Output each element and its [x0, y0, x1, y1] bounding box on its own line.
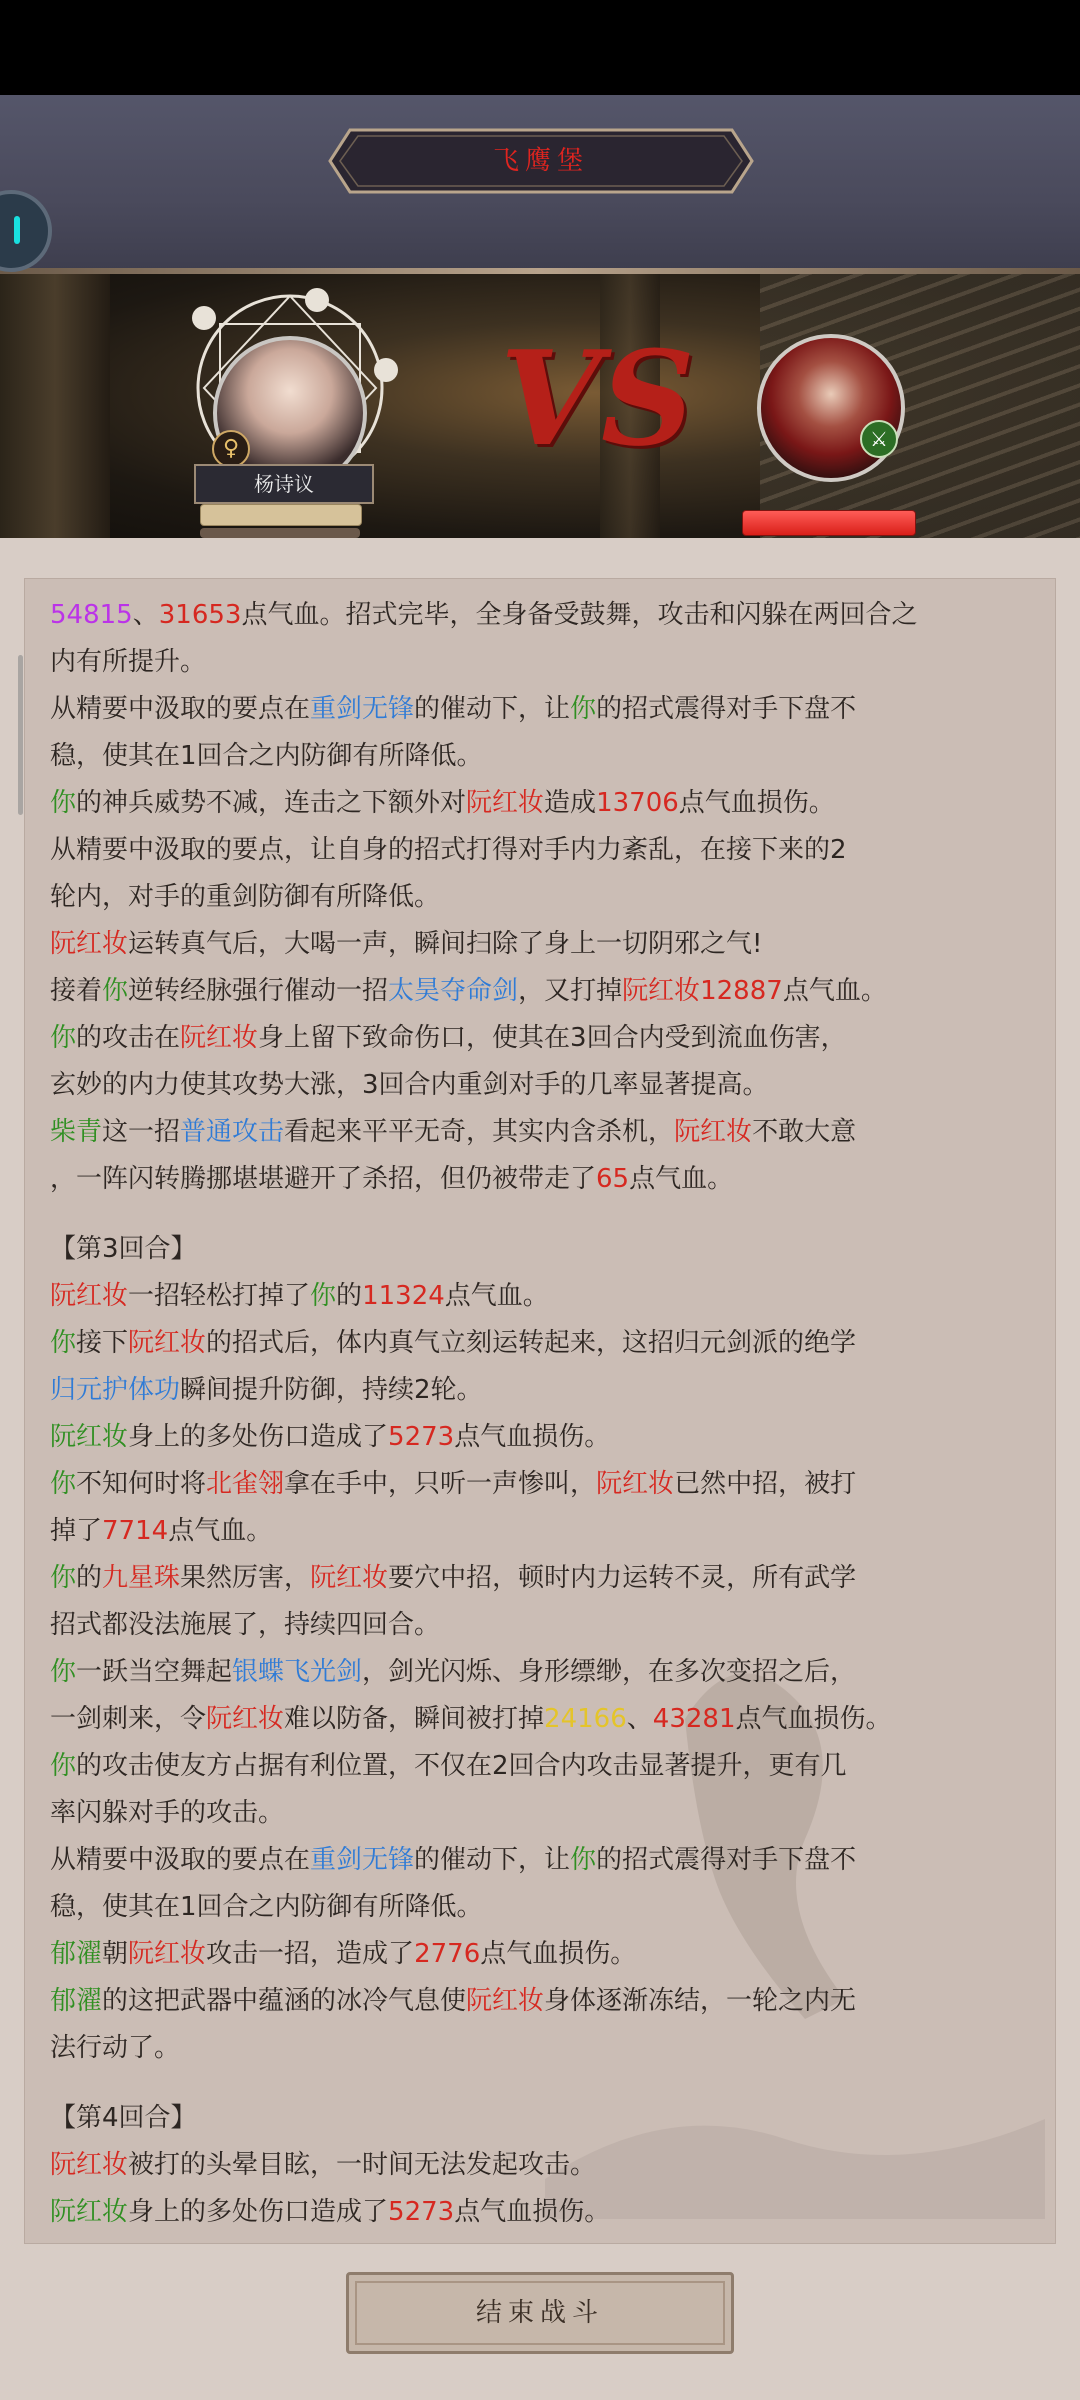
log-highlight: 太昊夺命剑	[388, 976, 519, 1006]
log-highlight: 你	[102, 976, 129, 1006]
log-text: 朝	[102, 1939, 129, 1969]
log-text: 身上的多处伤口造成了	[128, 2197, 389, 2227]
log-highlight: 阮红妆	[596, 1469, 675, 1499]
log-line	[50, 686, 1040, 733]
log-highlight: 阮红妆	[466, 788, 545, 818]
log-highlight: 阮红妆	[674, 1117, 753, 1147]
log-highlight: 阮红妆	[128, 1328, 207, 1358]
log-highlight: 你	[50, 788, 77, 818]
log-text: 这一招	[102, 1117, 181, 1147]
log-text: 从精要中汲取的要点，让自身的招式打得对手内力紊乱，在接下来的2	[50, 835, 847, 865]
log-line	[50, 1931, 1040, 1978]
log-line	[50, 921, 1040, 968]
log-text: 身体逐渐冻结，一轮之内无	[544, 1986, 857, 2016]
log-line	[50, 968, 1040, 1015]
status-bar	[0, 0, 1080, 95]
log-text: 看起来平平无奇，其实内含杀机，	[284, 1117, 675, 1147]
player-name: 杨诗议	[194, 464, 374, 504]
log-line	[50, 1461, 1040, 1508]
log-highlight: 重剑无锋	[310, 1845, 415, 1875]
log-highlight: 11324	[362, 1281, 445, 1311]
log-text: 的攻击使友方占据有利位置，不仅在2回合内攻击显著提升，更有几	[76, 1751, 847, 1781]
log-text: 攻击一招，造成了	[206, 1939, 415, 1969]
log-line	[50, 2142, 1040, 2189]
log-highlight: 13706	[596, 788, 679, 818]
log-line	[50, 1367, 1040, 1414]
log-text: 被打的头晕目眩，一时间无法发起攻击。	[128, 2150, 597, 2180]
log-highlight: 2776	[414, 1939, 481, 1969]
log-highlight: 31653	[158, 600, 242, 630]
log-text: 招式都没法施展了，持续四回合。	[50, 1610, 441, 1640]
log-highlight: 43281	[652, 1704, 736, 1734]
log-highlight: 阮红妆	[50, 2150, 129, 2180]
log-line	[50, 1696, 1040, 1743]
log-highlight: 你	[570, 694, 597, 724]
log-text: 点气血。	[782, 976, 887, 1006]
pillar	[0, 274, 110, 538]
end-battle-label: 结束战斗	[475, 2298, 604, 2328]
log-line	[50, 2095, 1040, 2142]
log-highlight: 你	[50, 1563, 77, 1593]
page-title: 飞鹰堡	[492, 146, 589, 176]
log-line	[50, 1273, 1040, 1320]
log-text: 的	[76, 1563, 103, 1593]
log-highlight: 阮红妆	[206, 1704, 285, 1734]
log-highlight: 54815	[50, 600, 133, 630]
log-line	[50, 874, 1040, 921]
log-spacer	[50, 1203, 1040, 1226]
log-line	[50, 1978, 1040, 2025]
log-text: 点气血损伤。	[678, 788, 835, 818]
log-text: ，剑光闪烁、身形缥缈，在多次变招之后，	[362, 1657, 857, 1687]
log-line	[50, 1156, 1040, 1203]
log-highlight: 普通攻击	[180, 1117, 285, 1147]
log-line	[50, 1884, 1040, 1931]
log-text: 的攻击在	[76, 1023, 181, 1053]
log-text: 法行动了。	[50, 2033, 181, 2063]
battle-log	[50, 592, 1040, 2236]
log-highlight: 阮红妆	[50, 1281, 129, 1311]
log-highlight: 阮红妆	[310, 1563, 389, 1593]
log-text: 点气血。	[629, 1164, 734, 1194]
log-line	[50, 639, 1040, 686]
log-text: 的	[336, 1281, 363, 1311]
log-text: 、	[132, 600, 159, 630]
log-highlight: 阮红妆	[50, 929, 129, 959]
log-line	[50, 1790, 1040, 1837]
log-highlight: 7714	[102, 1516, 169, 1546]
log-line	[50, 592, 1040, 639]
log-text: 要穴中招，顿时内力运转不灵，所有武学	[388, 1563, 857, 1593]
log-highlight: 郁濯	[50, 1939, 103, 1969]
log-text: 的催动下，让	[414, 1845, 571, 1875]
log-line	[50, 1602, 1040, 1649]
log-text: 难以防备，瞬间被打掉	[284, 1704, 545, 1734]
log-highlight: 你	[50, 1751, 77, 1781]
log-line	[50, 1015, 1040, 1062]
log-text: 一招轻松打掉了	[128, 1281, 311, 1311]
gender-female-icon: ♀	[212, 430, 250, 468]
log-text: ，一阵闪转腾挪堪堪避开了杀招，但仍被带走了	[50, 1164, 597, 1194]
log-highlight: 你	[50, 1328, 77, 1358]
log-text: 运转真气后，大喝一声，瞬间扫除了身上一切阴邪之气!	[128, 929, 763, 959]
log-text: 内有所提升。	[50, 647, 207, 677]
log-line	[50, 1555, 1040, 1602]
log-highlight: 65	[596, 1164, 630, 1194]
log-text: 轮内，对手的重剑防御有所降低。	[50, 882, 441, 912]
log-line	[50, 1508, 1040, 1555]
log-line	[50, 1320, 1040, 1367]
log-highlight: 阮红妆	[128, 1939, 207, 1969]
sword-icon: ⚔	[860, 420, 898, 458]
log-text: 不知何时将	[76, 1469, 207, 1499]
log-text: 身上留下致命伤口，使其在3回合内受到流血伤害，	[258, 1023, 847, 1053]
log-highlight: 24166	[544, 1704, 627, 1734]
player-hp-bar	[200, 504, 362, 526]
log-highlight: 重剑无锋	[310, 694, 415, 724]
log-highlight: 郁濯	[50, 1986, 103, 2016]
log-line	[50, 1649, 1040, 1696]
scrollbar[interactable]	[18, 655, 23, 815]
log-line	[50, 1062, 1040, 1109]
log-line	[50, 1743, 1040, 1790]
log-spacer	[50, 2072, 1040, 2095]
log-text: 身上的多处伤口造成了	[128, 1422, 389, 1452]
log-text: 的招式后，体内真气立刻运转起来，这招归元剑派的绝学	[206, 1328, 857, 1358]
log-text: 一跃当空舞起	[76, 1657, 233, 1687]
log-text: 玄妙的内力使其攻势大涨，3回合内重剑对手的几率显著提高。	[50, 1070, 769, 1100]
log-highlight: 阮红妆	[466, 1986, 545, 2016]
log-line	[50, 2025, 1040, 2072]
log-highlight: 柴青	[50, 1117, 103, 1147]
log-highlight: 12887	[700, 976, 783, 1006]
log-highlight: 你	[570, 1845, 597, 1875]
log-text: 拿在手中，只听一声惨叫，	[284, 1469, 597, 1499]
log-text: 点气血损伤。	[735, 1704, 892, 1734]
log-text: 已然中招，被打	[674, 1469, 857, 1499]
player-energy-bar	[200, 528, 360, 538]
log-line	[50, 2189, 1040, 2236]
log-text: 率闪躲对手的攻击。	[50, 1798, 285, 1828]
log-highlight: 5273	[388, 1422, 455, 1452]
log-text: 的这把武器中蕴涵的冰冷气息使	[102, 1986, 467, 2016]
log-text: 点气血损伤。	[454, 1422, 611, 1452]
log-text: 、	[626, 1704, 653, 1734]
log-highlight: 5273	[388, 2197, 455, 2227]
log-highlight: 你	[50, 1469, 77, 1499]
end-battle-button[interactable]	[346, 2272, 734, 2354]
log-line	[50, 780, 1040, 827]
battle-scene	[0, 274, 1080, 538]
log-text: 点气血。	[168, 1516, 273, 1546]
enemy-avatar[interactable]	[757, 334, 905, 482]
log-text: 点气血损伤。	[480, 1939, 637, 1969]
log-highlight: 阮红妆	[622, 976, 701, 1006]
log-text: 稳，使其在1回合之内防御有所降低。	[50, 741, 483, 771]
log-highlight: 阮红妆	[50, 1422, 129, 1452]
log-highlight: 阮红妆	[180, 1023, 259, 1053]
log-highlight: 你	[50, 1023, 77, 1053]
log-text: 的催动下，让	[414, 694, 571, 724]
log-line	[50, 1837, 1040, 1884]
log-highlight: 你	[50, 1657, 77, 1687]
log-text: 的神兵威势不减，连击之下额外对	[76, 788, 467, 818]
log-text: 【第3回合】	[50, 1234, 197, 1264]
log-text: ，又打掉	[518, 976, 623, 1006]
log-text: 的招式震得对手下盘不	[596, 1845, 857, 1875]
log-text: 接下	[76, 1328, 129, 1358]
log-highlight: 九星珠	[102, 1563, 181, 1593]
log-text: 造成	[544, 788, 597, 818]
log-text: 不敢大意	[752, 1117, 857, 1147]
log-highlight: 归元护体功	[50, 1375, 181, 1405]
log-text: 接着	[50, 976, 103, 1006]
vs-emblem: VS	[500, 322, 695, 475]
log-highlight: 你	[310, 1281, 337, 1311]
log-line	[50, 1226, 1040, 1273]
log-text: 从精要中汲取的要点在	[50, 1845, 311, 1875]
log-line	[50, 1109, 1040, 1156]
log-text: 瞬间提升防御，持续2轮。	[180, 1375, 483, 1405]
log-text: 掉了	[50, 1516, 103, 1546]
log-text: 点气血。招式完毕，全身备受鼓舞，攻击和闪躲在两回合之	[241, 600, 918, 630]
log-line	[50, 733, 1040, 780]
log-text: 点气血损伤。	[454, 2197, 611, 2227]
log-highlight: 阮红妆	[50, 2197, 129, 2227]
log-text: 稳，使其在1回合之内防御有所降低。	[50, 1892, 483, 1922]
log-line	[50, 1414, 1040, 1461]
enemy-hp-bar	[742, 510, 916, 536]
log-text: 点气血。	[444, 1281, 549, 1311]
log-line	[50, 827, 1040, 874]
log-text: 一剑刺来，令	[50, 1704, 207, 1734]
log-text: 【第4回合】	[50, 2103, 197, 2133]
log-text: 从精要中汲取的要点在	[50, 694, 311, 724]
log-highlight: 银蝶飞光剑	[232, 1657, 363, 1687]
log-text: 逆转经脉强行催动一招	[128, 976, 389, 1006]
log-highlight: 北雀翎	[206, 1469, 285, 1499]
log-text: 的招式震得对手下盘不	[596, 694, 857, 724]
log-text: 果然厉害，	[180, 1563, 311, 1593]
